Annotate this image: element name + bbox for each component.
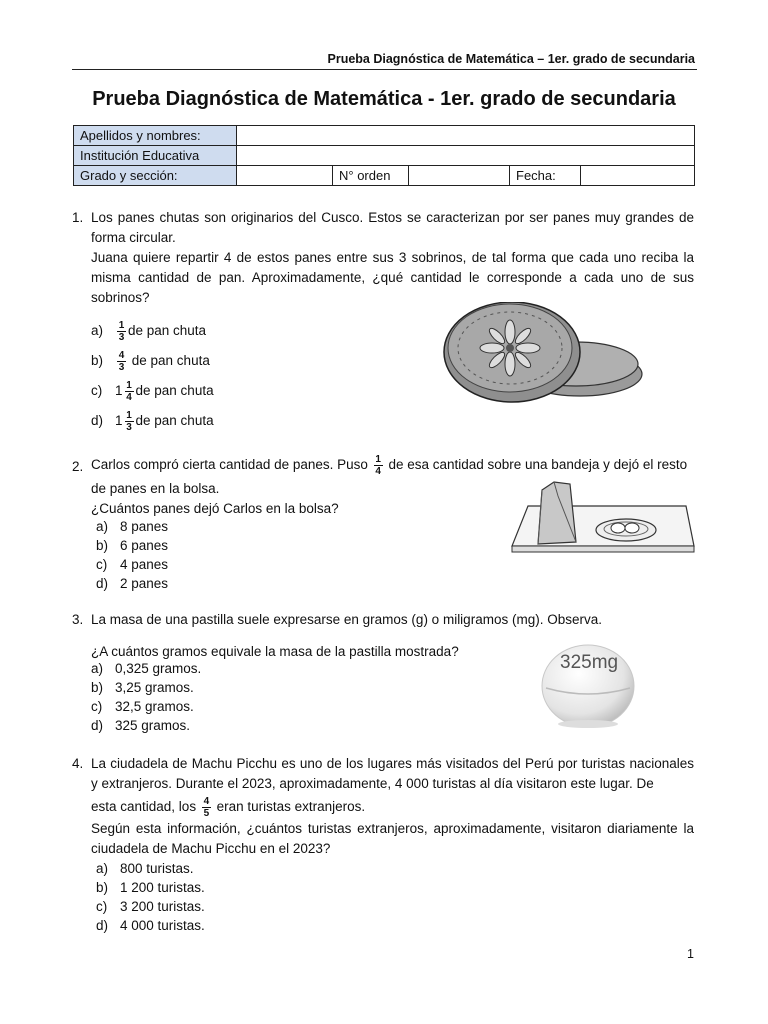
question-number: 2.	[72, 459, 84, 474]
question-text: Los panes chutas son originarios del Cusco. Estos se caracterizan por ser panes muy grandes de forma circular.	[91, 210, 694, 245]
q1-option-c[interactable]: c) 1 $\frac{1}{4}$ de pan chuta	[91, 380, 214, 403]
q3-option-a[interactable]: a) 0,325 gramos.	[91, 661, 202, 676]
pill-illustration	[538, 638, 638, 730]
question-prompt: ¿A cuántos gramos equivale la masa de la pastilla mostrada?	[91, 644, 459, 659]
label-apellidos: Apellidos y nombres:	[74, 126, 237, 146]
label-orden: N° orden	[333, 166, 409, 186]
student-info-table	[73, 125, 695, 186]
q2-option-b[interactable]: b) 6 panes	[96, 538, 169, 553]
q4-option-b[interactable]: b) 1 200 turistas.	[96, 880, 205, 895]
field-institucion[interactable]	[237, 146, 695, 166]
question-text: Juana quiere repartir 4 de estos panes entre sus 3 sobrinos, de tal forma que cada uno reciba la misma cantidad de pan. Aproximadamente, ¿qué cantidad le corresponde a cada uno de sus sobrinos?	[91, 250, 694, 305]
question-text: La ciudadela de Machu Picchu es uno de los lugares más visitados del Perú por turistas nacionales y extranjeros. Durante el 2023, aproximadamente, 4 000 turistas al día visitaron este lugar. De	[91, 756, 694, 791]
question-text: La masa de una pastilla suele expresarse en gramos (g) o miligramos (mg). Observa.	[91, 612, 602, 627]
question-1	[72, 208, 694, 308]
q4-option-c[interactable]: c) 3 200 turistas.	[96, 899, 205, 914]
bread-illustration	[440, 302, 645, 420]
label-institucion: Institución Educativa	[74, 146, 237, 166]
question-number: 3.	[72, 612, 84, 627]
field-apellidos[interactable]	[237, 126, 695, 146]
question-number: 1.	[72, 210, 84, 225]
page-number: 1	[687, 947, 694, 961]
q4-option-a[interactable]: a) 800 turistas.	[96, 861, 194, 876]
question-prompt: Según esta información, ¿cuántos turistas extranjeros, aproximadamente, visitaron diariamente la ciudadela de Machu Picchu en el 2023?	[91, 821, 694, 856]
page-title: Prueba Diagnóstica de Matemática - 1er. grado de secundaria	[92, 88, 676, 110]
question-4	[72, 754, 694, 859]
fraction: $\frac{4}{3}$	[118, 350, 125, 373]
question-text: esta cantidad, los $\frac{4}{5}$ eran turistas extranjeros.	[91, 796, 366, 819]
q4-option-d[interactable]: d) 4 000 turistas.	[96, 918, 205, 933]
question-number: 4.	[72, 756, 84, 771]
q2-option-c[interactable]: c) 4 panes	[96, 557, 169, 572]
field-grado[interactable]	[237, 166, 333, 186]
fraction: $\frac{1}{4}$	[126, 380, 132, 403]
label-grado: Grado y sección:	[74, 166, 237, 186]
question-text: Carlos compró cierta cantidad de panes. Puso $\frac{1}{4}$ de esa cantidad sobre una bandeja y dejó el resto	[91, 454, 688, 477]
q1-option-b[interactable]: b) $\frac{4}{3}$ de pan chuta	[91, 350, 210, 373]
question-text: de panes en la bolsa.	[91, 481, 220, 496]
q1-option-d[interactable]: d) 1 $\frac{1}{3}$ de pan chuta	[91, 410, 214, 433]
question-prompt: ¿Cuántos panes dejó Carlos en la bolsa?	[91, 501, 339, 516]
label-fecha: Fecha:	[510, 166, 581, 186]
header-rule	[72, 69, 697, 70]
fraction: $\frac{4}{5}$	[203, 796, 210, 819]
q2-option-d[interactable]: d) 2 panes	[96, 576, 169, 591]
q1-option-a[interactable]: a) $\frac{1}{3}$ de pan chuta	[91, 320, 207, 343]
field-orden[interactable]	[409, 166, 510, 186]
q2-option-a[interactable]: a) 8 panes	[96, 519, 169, 534]
fraction: $\frac{1}{3}$	[118, 320, 125, 343]
q3-option-c[interactable]: c) 32,5 gramos.	[91, 699, 194, 714]
field-fecha[interactable]	[581, 166, 695, 186]
q3-option-b[interactable]: b) 3,25 gramos.	[91, 680, 194, 695]
pill-label: 325mg	[560, 652, 619, 673]
fraction: $\frac{1}{3}$	[126, 410, 132, 433]
q3-option-d[interactable]: d) 325 gramos.	[91, 718, 191, 733]
running-header: Prueba Diagnóstica de Matemática – 1er. grado de secundaria	[327, 52, 695, 66]
tray-bag-illustration	[508, 476, 696, 558]
fraction: $\frac{1}{4}$	[375, 454, 381, 477]
